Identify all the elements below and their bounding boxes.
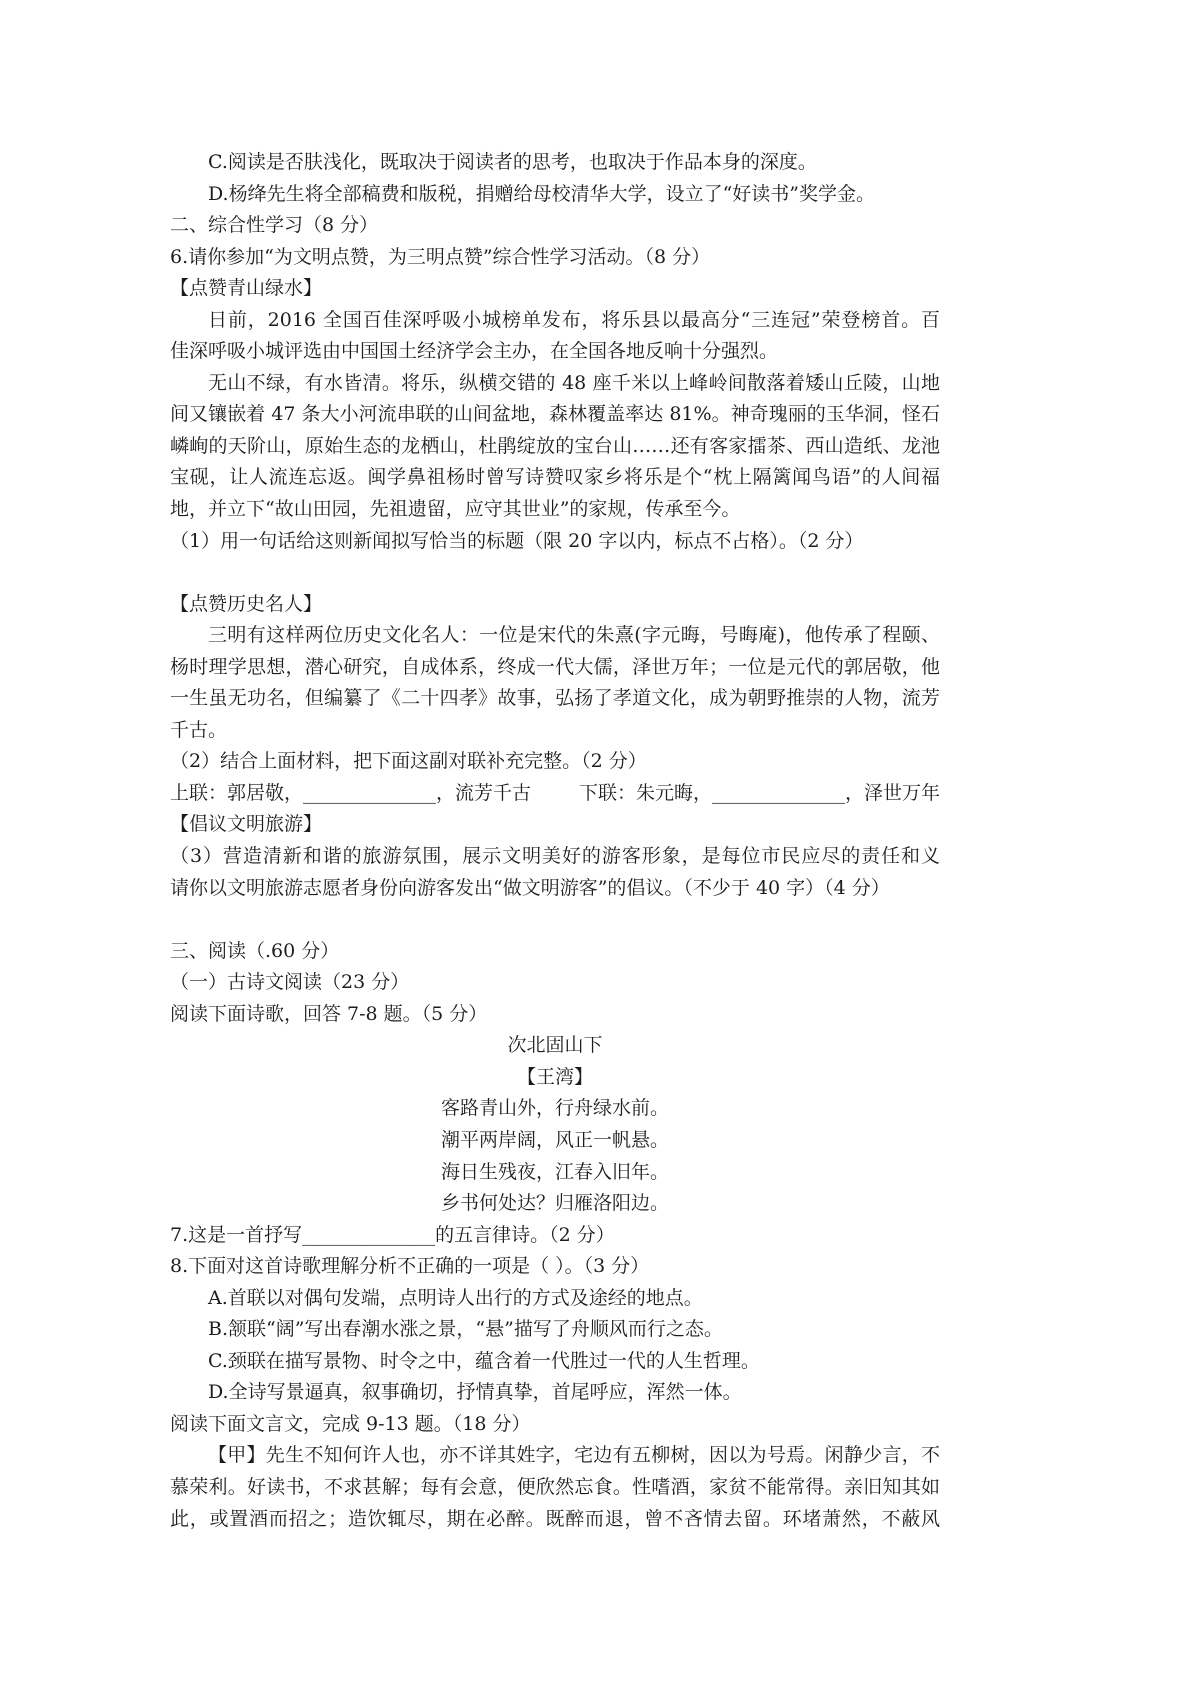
part3-question-line: （3）营造清新和谐的旅游氛围，展示文明美好的游客形象，是每位市民应尽的责任和义 [170,845,940,868]
couplet-lower: 下联：朱元晦，______________，泽世万年 [578,781,940,804]
q8-option-d: D.全诗写景逼真，叙事确切，抒情真挚，首尾呼应，浑然一体。 [208,1381,742,1404]
exam-page [170,147,940,1535]
paragraph-line: 间又镶嵌着 47 条大小河流串联的山间盆地，森林覆盖率达 81%。神奇瑰丽的玉华洞，怪石 [170,403,940,426]
paragraph-line: 三明有这样两位历史文化名人：一位是宋代的朱熹(字元晦，号晦庵)，他传承了程颐、 [208,624,940,647]
paragraph-line: 日前，2016 全国百佳深呼吸小城榜单发布，将乐县以最高分“三连冠”荣登榜首。百 [208,308,940,331]
couplet-upper: 上联：郭居敬，______________，流芳千古 [170,781,532,804]
q6-prompt: 6.请你参加“为文明点赞，为三明点赞”综合性学习活动。（8 分） [170,245,711,268]
part2-title: 【点赞历史名人】 [170,592,323,615]
paragraph-line: 千古。 [170,718,228,741]
part2-question: （2）结合上面材料，把下面这副对联补充完整。（2 分） [170,750,647,773]
paragraph-line: 杨时理学思想，潜心研究，自成体系，终成一代大儒，泽世万年；一位是元代的郭居敬，他 [170,655,940,678]
paragraph-line: 地，并立下“故山田园，先祖遗留，应守其世业”的家规，传承至今。 [170,498,741,521]
part3-question-line: 请你以文明旅游志愿者身份向游客发出“做文明游客”的倡议。（不少于 40 字）（4 分） [170,876,890,899]
q8-option-c: C.颈联在描写景物、时令之中，蕴含着一代胜过一代的人生哲理。 [208,1349,760,1372]
paragraph-line: 嶙峋的天阶山，原始生态的龙栖山，杜鹃绽放的宝台山……还有客家擂茶、西山造纸、龙池 [170,434,940,457]
passage-line: 慕荣利。好读书，不求甚解；每有会意，便欣然忘食。性嗜酒，家贫不能常得。亲旧知其如 [170,1475,940,1498]
poem-title: 次北固山下 [507,1034,603,1057]
paragraph-line: 一生虽无功名，但编纂了《二十四孝》故事，弘扬了孝道文化，成为朝野推崇的人物，流芳 [170,687,940,710]
passage-line: 【甲】先生不知何许人也，亦不详其姓字，宅边有五柳树，因以为号焉。闲静少言，不 [208,1444,940,1467]
part1-question: （1）用一句话给这则新闻拟写恰当的标题（限 20 字以内，标点不占格）。（2 分） [170,529,864,552]
poem-instruction: 阅读下面诗歌，回答 7-8 题。（5 分） [170,1002,488,1025]
q5-option-d: D.杨绛先生将全部稿费和版税，捐赠给母校清华大学，设立了“好读书”奖学金。 [208,182,876,205]
q5-option-c: C.阅读是否肤浅化，既取决于阅读者的思考，也取决于作品本身的深度。 [208,151,817,173]
couplet-line [170,778,940,810]
paragraph-line: 无山不绿，有水皆清。将乐，纵横交错的 48 座千米以上峰岭间散落着矮山丘陵，山地 [208,371,940,394]
poem-author: 【王湾】 [516,1065,593,1088]
poem-line: 乡书何处达？归雁洛阳边。 [440,1192,669,1215]
poem-line: 潮平两岸阔，风正一帆悬。 [440,1128,669,1151]
passage-line: 此，或置酒而招之；造饮辄尽，期在必醉。既醉而退，曾不吝情去留。环堵萧然，不蔽风 [170,1507,940,1530]
poem-line: 海日生残夜，江春入旧年。 [440,1160,669,1183]
q8-option-b: B.颔联“阔”写出春潮水涨之景，“悬”描写了舟顺风而行之态。 [208,1318,723,1341]
q8-stem: 8.下面对这首诗歌理解分析不正确的一项是（ ）。（3 分） [170,1255,650,1278]
section2-heading: 二、综合性学习（8 分） [170,214,379,237]
q7-prompt: 7.这是一首抒写______________的五言律诗。（2 分） [170,1223,615,1246]
paragraph-line: 佳深呼吸小城评选由中国国土经济学会主办，在全国各地反响十分强烈。 [170,340,779,363]
part3-title: 【倡议文明旅游】 [170,813,323,836]
section3-heading: 三、阅读（.60 分） [170,939,340,962]
answer-space [170,904,940,936]
part1-title: 【点赞青山绿水】 [170,277,323,300]
paragraph-line: 宝砚，让人流连忘返。闽学鼻祖杨时曾写诗赞叹家乡将乐是个“枕上隔篱闻鸟语”的人间福 [170,466,940,489]
poem-line: 客路青山外，行舟绿水前。 [440,1097,669,1120]
prose-instruction: 阅读下面文言文，完成 9-13 题。（18 分） [170,1412,531,1435]
section3-subheading: （一）古诗文阅读（23 分） [170,971,410,994]
answer-space [170,557,940,589]
q8-option-a: A.首联以对偶句发端，点明诗人出行的方式及途经的地点。 [208,1286,703,1309]
